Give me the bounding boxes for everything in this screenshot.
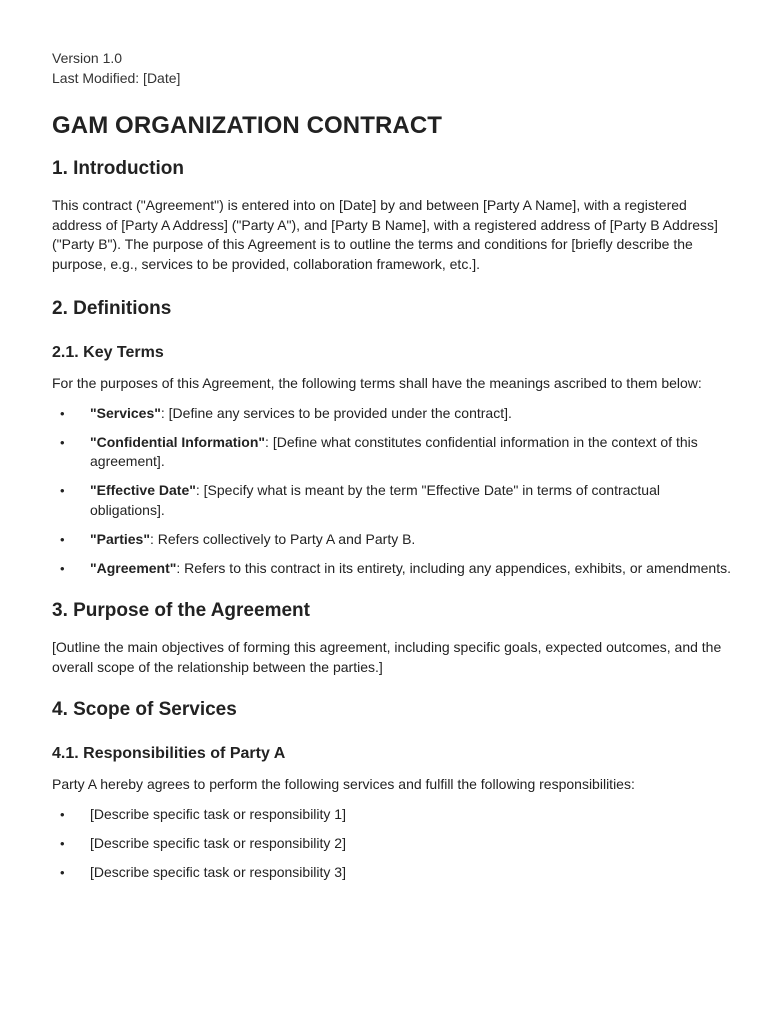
section-4-heading: 4. Scope of Services (52, 699, 237, 720)
list-item (52, 559, 732, 579)
bullet-icon: • (60, 405, 65, 421)
term-name: "Confidential Information" (90, 433, 266, 450)
list-item (52, 404, 732, 424)
list-item (52, 834, 732, 854)
term-definition: : [Specify what is meant by the term "Effective Date" in terms of contractual obligations]. (90, 482, 660, 518)
version-text: Version 1.0 (52, 50, 123, 66)
section-1-heading: 1. Introduction (52, 158, 184, 179)
list-item (52, 433, 732, 472)
section-4-1-heading: 4.1. Responsibilities of Party A (52, 745, 286, 762)
key-terms-list (52, 404, 732, 579)
section-2-heading: 2. Definitions (52, 298, 172, 319)
section-3-heading: 3. Purpose of the Agreement (52, 600, 310, 621)
section-1-body: This contract ("Agreement") is entered into on [Date] by and between [Party A Name], with a registered address of [Party A Address] ("Party A"), and [Party B Name], with a registered address of [Party B Address] ("Party B"). The purpose of this Agreement is to outline the terms and conditions for [briefly describe the purpose, e.g., services to be provided, collaboration framework, etc.]. (52, 197, 718, 272)
responsibility-text: [Describe specific task or responsibility 1] (90, 805, 346, 822)
section-4-1-intro: Party A hereby agrees to perform the following services and fulfill the following responsibilities: (52, 776, 635, 792)
list-item (52, 805, 732, 825)
term-definition: : Refers collectively to Party A and Party B. (149, 530, 416, 547)
document-meta (52, 48, 732, 88)
section-2-1-heading: 2.1. Key Terms (52, 344, 164, 361)
term-name: "Agreement" (90, 559, 177, 576)
term-name: "Services" (90, 404, 161, 421)
responsibility-text: [Describe specific task or responsibility 2] (90, 834, 346, 851)
term-name: "Parties" (90, 530, 150, 547)
bullet-icon: • (60, 434, 65, 450)
responsibilities-list (52, 805, 732, 883)
bullet-icon: • (60, 560, 65, 576)
bullet-icon: • (60, 806, 65, 822)
responsibility-text: [Describe specific task or responsibility 3] (90, 863, 346, 880)
bullet-icon: • (60, 864, 65, 880)
term-definition: : [Define what constitutes confidential information in the context of this agreement]. (90, 433, 698, 469)
list-item (52, 863, 732, 883)
last-modified-text: Last Modified: [Date] (52, 70, 181, 86)
list-item (52, 530, 732, 550)
section-3-body: [Outline the main objectives of forming this agreement, including specific goals, expected outcomes, and the overall scope of the relationship between the parties.] (52, 639, 722, 675)
term-name: "Effective Date" (90, 482, 196, 498)
bullet-icon: • (60, 531, 65, 547)
bullet-icon: • (60, 483, 65, 498)
document-title: GAM ORGANIZATION CONTRACT (52, 112, 443, 139)
document-page (52, 48, 732, 882)
bullet-icon: • (60, 835, 65, 851)
term-definition: : [Define any services to be provided under the contract]. (160, 404, 512, 421)
section-2-1-intro: For the purposes of this Agreement, the following terms shall have the meanings ascribed to them below: (52, 375, 702, 391)
term-definition: : Refers to this contract in its entirety, including any appendices, exhibits, or amendments. (176, 559, 731, 576)
list-item (52, 481, 732, 520)
